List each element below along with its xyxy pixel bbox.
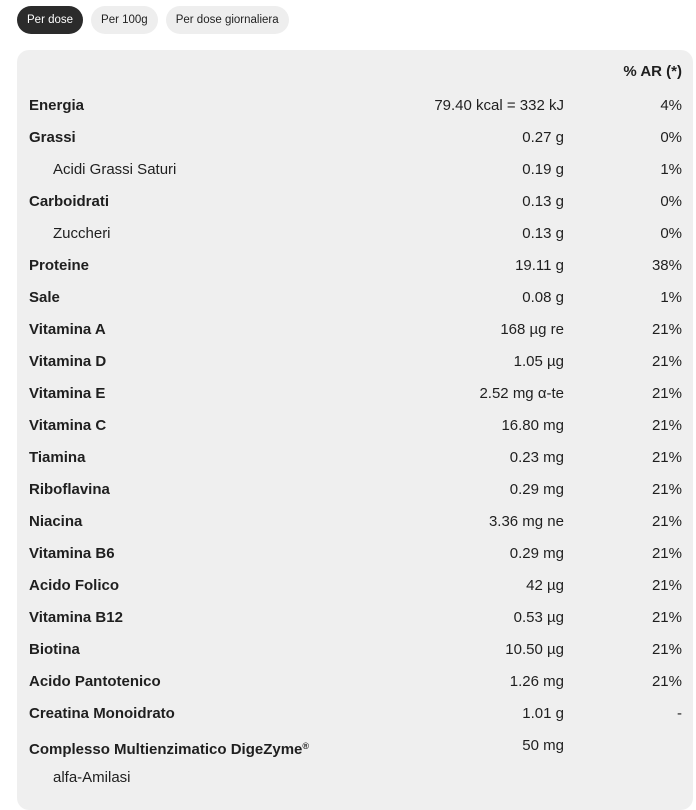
nutrient-ar: 21% (651, 577, 682, 594)
table-row (17, 570, 693, 602)
nutrient-name: Niacina (29, 513, 83, 530)
nutrient-ar: 1% (660, 161, 682, 178)
nutrient-name: Vitamina E (29, 385, 106, 402)
table-row (17, 282, 693, 314)
nutrient-name: alfa-Amilasi (53, 769, 131, 786)
nutrient-ar: 38% (651, 257, 682, 274)
nutrient-ar: 21% (651, 417, 682, 434)
nutrient-name: Creatina Monoidrato (29, 705, 175, 722)
nutrient-ar: 0% (660, 193, 682, 210)
nutrient-amount: 3.36 mg ne (488, 513, 564, 530)
nutrient-name: Complesso Multienzimatico DigeZyme (29, 741, 303, 758)
table-row (17, 410, 693, 442)
table-row (17, 666, 693, 698)
nutrient-amount: 16.80 mg (501, 417, 564, 434)
table-row (17, 538, 693, 570)
table-row (17, 634, 693, 666)
nutrient-name: Grassi (29, 129, 76, 146)
nutrient-amount: 0.23 mg (509, 449, 564, 466)
nutrient-ar: 21% (651, 481, 682, 498)
table-row (17, 442, 693, 474)
table-row (17, 762, 693, 794)
nutrient-ar: 21% (651, 673, 682, 690)
nutrient-amount: 168 µg re (500, 321, 564, 338)
table-row (17, 122, 693, 154)
table-row (17, 378, 693, 410)
nutrient-ar: - (677, 705, 682, 722)
nutrient-amount: 0.53 µg (513, 609, 564, 626)
nutrient-name-group (29, 730, 309, 766)
nutrient-amount: 42 µg (526, 577, 564, 594)
nutrient-ar: 21% (651, 353, 682, 370)
table-row (17, 730, 693, 762)
table-header-row (17, 50, 693, 90)
nutrient-name: Acido Pantotenico (29, 673, 161, 690)
nutrient-name: Vitamina A (29, 321, 106, 338)
nutrient-amount: 0.13 g (522, 193, 564, 210)
nutrient-amount: 2.52 mg α-te (479, 385, 564, 402)
nutrient-name: Sale (29, 289, 60, 306)
nutrient-name: Carboidrati (29, 193, 110, 210)
ar-column-header: % AR (*) (623, 63, 682, 80)
table-row (17, 90, 693, 122)
nutrient-amount: 0.27 g (522, 129, 564, 146)
nutrient-name: Tiamina (29, 449, 86, 466)
nutrient-amount: 50 mg (522, 737, 564, 754)
nutrient-name: Energia (29, 97, 85, 114)
nutrient-ar: 21% (651, 513, 682, 530)
nutrient-amount: 19.11 g (515, 257, 564, 274)
nutrient-name: Biotina (29, 641, 80, 658)
nutrient-name: Acidi Grassi Saturi (53, 161, 177, 178)
nutrient-name: Vitamina B6 (29, 545, 115, 562)
table-row (17, 314, 693, 346)
table-row (17, 250, 693, 282)
nutrient-name: Acido Folico (29, 577, 119, 594)
nutrient-amount: 0.29 mg (509, 481, 564, 498)
nutrient-amount: 0.13 g (522, 225, 564, 242)
nutrient-name: Vitamina D (29, 353, 107, 370)
tab-per-dose-giornaliera[interactable]: Per dose giornaliera (166, 6, 289, 34)
nutrient-ar: 21% (651, 385, 682, 402)
nutrient-ar: 21% (651, 609, 682, 626)
nutrient-amount: 0.19 g (522, 161, 564, 178)
nutrient-ar: 0% (660, 129, 682, 146)
table-row (17, 186, 693, 218)
nutrient-name: Riboflavina (29, 481, 110, 498)
serving-tabs (17, 6, 289, 34)
nutrient-amount: 0.08 g (522, 289, 564, 306)
nutrient-ar: 21% (651, 545, 682, 562)
tab-per-100g[interactable]: Per 100g (91, 6, 158, 34)
table-row (17, 698, 693, 730)
table-row (17, 346, 693, 378)
registered-mark: ® (302, 741, 310, 751)
nutrient-amount: 79.40 kcal = 332 kJ (434, 97, 564, 114)
nutrient-name: Vitamina C (29, 417, 107, 434)
table-row (17, 506, 693, 538)
nutrient-amount: 10.50 µg (505, 641, 564, 658)
nutrient-name: Proteine (29, 257, 90, 274)
nutrient-ar: 21% (651, 321, 682, 338)
nutrient-ar: 0% (660, 225, 682, 242)
nutrient-amount: 1.26 mg (509, 673, 564, 690)
nutrient-ar: 21% (651, 449, 682, 466)
table-row (17, 154, 693, 186)
nutrient-ar: 4% (660, 97, 682, 114)
table-row (17, 602, 693, 634)
nutrient-amount: 0.29 mg (509, 545, 564, 562)
nutrient-name: Zuccheri (53, 225, 111, 242)
nutrient-amount: 1.05 µg (513, 353, 564, 370)
nutrient-ar: 21% (651, 641, 682, 658)
nutrient-ar: 1% (660, 289, 682, 306)
nutrition-table (17, 50, 693, 810)
table-row (17, 218, 693, 250)
nutrient-name: Vitamina B12 (29, 609, 123, 626)
tab-per-dose[interactable]: Per dose (17, 6, 83, 34)
nutrient-amount: 1.01 g (522, 705, 564, 722)
table-row (17, 474, 693, 506)
